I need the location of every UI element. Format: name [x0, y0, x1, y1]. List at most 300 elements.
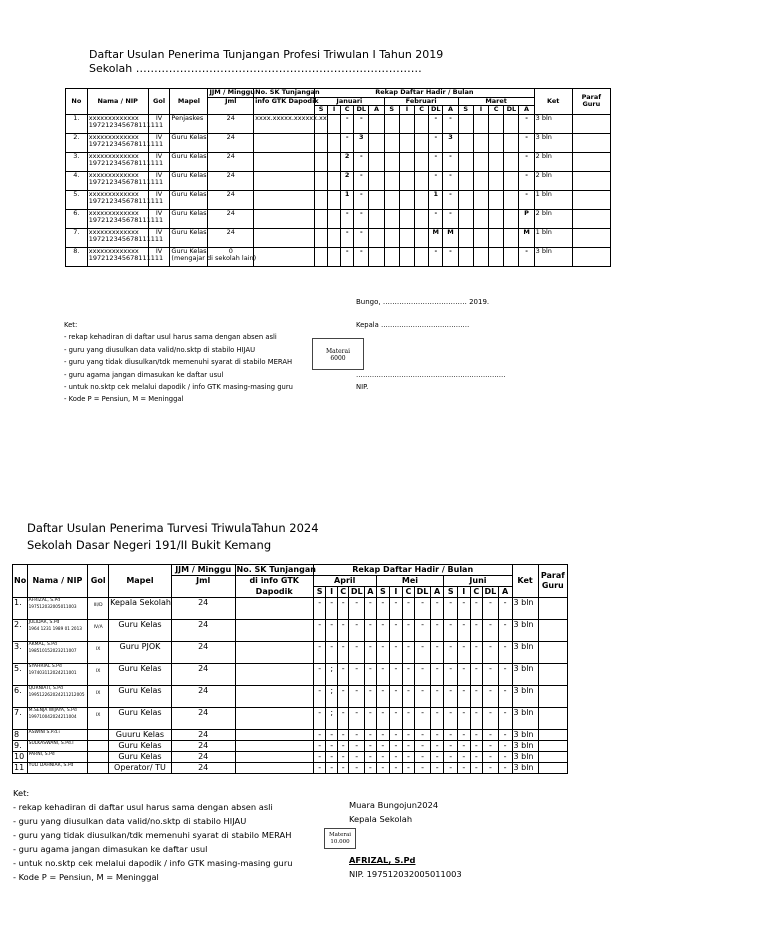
- row-jml: 24: [171, 664, 235, 686]
- row-att: -: [402, 686, 415, 708]
- row-att: -: [483, 708, 499, 730]
- row-paraf: [538, 598, 567, 620]
- row-gol: IV: [148, 247, 170, 266]
- row-att: ;: [326, 664, 337, 686]
- row-sk: [235, 752, 313, 763]
- row-att: [504, 228, 519, 247]
- row-no: 3.: [66, 152, 88, 171]
- row-att: 2: [341, 171, 354, 190]
- row-att: -: [483, 664, 499, 686]
- row-att: -: [390, 598, 403, 620]
- row-mapel: Guru Kelas: [109, 708, 172, 730]
- row-mapel: Guru PJOK: [109, 642, 172, 664]
- row-nama: AFRIZAL, S.Pd: [28, 598, 61, 603]
- row-jml: 24: [171, 741, 235, 752]
- row-att: -: [429, 209, 443, 228]
- row-att: -: [376, 620, 390, 642]
- doc2-h-code: A: [430, 587, 444, 598]
- doc2-h-sk2: di info GTK: [235, 576, 313, 587]
- row-att: -: [402, 730, 415, 741]
- row-nip: 197512032005011003: [28, 604, 77, 609]
- row-att: -: [337, 763, 348, 774]
- row-att: -: [458, 642, 471, 664]
- row-att: -: [458, 752, 471, 763]
- row-sk: [254, 209, 315, 228]
- row-gol: IV: [148, 171, 170, 190]
- row-mapel: Guru Kelas: [109, 686, 172, 708]
- row-jml: 24: [171, 730, 235, 741]
- row-nama-nip: [27, 598, 88, 620]
- row-att: [473, 152, 488, 171]
- table-row: [66, 190, 611, 209]
- row-att: -: [430, 598, 444, 620]
- row-att: [415, 190, 429, 209]
- row-nama: xxxxxxxxxxxxx: [88, 246, 139, 255]
- doc2-h-code: C: [337, 587, 348, 598]
- row-paraf: [538, 620, 567, 642]
- row-att: [399, 152, 414, 171]
- row-no: 7.: [13, 708, 28, 730]
- row-att: -: [444, 620, 458, 642]
- table-row: [13, 620, 568, 642]
- row-jml: 24: [171, 752, 235, 763]
- row-nama: xxxxxxxxxxxxx: [88, 151, 139, 160]
- row-att: -: [326, 642, 337, 664]
- row-att: [384, 209, 399, 228]
- row-att: -: [365, 708, 376, 730]
- row-nama-nip: [27, 664, 88, 686]
- row-att: -: [444, 598, 458, 620]
- row-att: -: [430, 642, 444, 664]
- row-att: [399, 171, 414, 190]
- row-sk: [235, 730, 313, 741]
- row-att: [458, 190, 473, 209]
- row-att: -: [444, 708, 458, 730]
- row-no: 3.: [13, 642, 28, 664]
- row-att: -: [365, 752, 376, 763]
- row-att: [399, 247, 414, 266]
- row-att: 1: [341, 190, 354, 209]
- doc1-h-code: I: [328, 106, 341, 115]
- row-no: 4.: [66, 171, 88, 190]
- doc2-title: Daftar Usulan Penerima Turvesi TriwulaTahun 2024: [27, 521, 319, 535]
- row-ket: 3 bln: [512, 741, 538, 752]
- row-att: -: [415, 598, 431, 620]
- row-no: 8: [13, 730, 28, 741]
- row-att: -: [443, 209, 458, 228]
- doc1-note-1: - rekap kehadiran di daftar usul harus sama dengan absen asli: [64, 333, 277, 342]
- row-att: [504, 190, 519, 209]
- doc2-h-code: I: [390, 587, 403, 598]
- row-ket: 2 bln: [534, 171, 572, 190]
- row-att: -: [337, 642, 348, 664]
- row-paraf: [572, 228, 610, 247]
- row-att: -: [429, 171, 443, 190]
- row-att: -: [365, 664, 376, 686]
- doc2-note-5: - untuk no.sktp cek melalui dapodik / info GTK masing-masing guru: [13, 858, 293, 868]
- row-no: 7.: [66, 228, 88, 247]
- row-jml: 24: [171, 708, 235, 730]
- doc2-h-paraf: [538, 565, 567, 598]
- doc1-sign-line: …………………………………………………………: [356, 371, 506, 379]
- row-att: -: [470, 763, 483, 774]
- doc1-h-code: A: [519, 106, 534, 115]
- row-att: -: [390, 620, 403, 642]
- row-att: -: [349, 752, 365, 763]
- row-no: 11: [13, 763, 28, 774]
- row-att: [489, 133, 504, 152]
- row-ket: 3 bln: [534, 133, 572, 152]
- doc1-h-code: C: [341, 106, 354, 115]
- row-nama: YULI DAHNIAR, S.Pd: [28, 763, 74, 768]
- row-att: [328, 171, 341, 190]
- row-att: [369, 171, 384, 190]
- doc1-h-paraf: [572, 89, 610, 115]
- row-att: [384, 247, 399, 266]
- row-mapel-text: Guru Kelas: [171, 132, 207, 141]
- row-sk: xxxx.xxxxx.xxxxxx.xx: [254, 114, 315, 133]
- row-att: M: [519, 228, 534, 247]
- row-att: -: [415, 730, 431, 741]
- row-att: -: [458, 708, 471, 730]
- row-mapel: [170, 114, 208, 133]
- row-ket: 3 bln: [512, 730, 538, 741]
- row-jml: 24: [171, 620, 235, 642]
- row-att: [369, 247, 384, 266]
- row-att: -: [337, 664, 348, 686]
- doc2-signer: AFRIZAL, S.Pd: [349, 855, 416, 865]
- row-att: 2: [341, 152, 354, 171]
- row-att: -: [519, 190, 534, 209]
- row-nip: 199512262024211212005: [28, 692, 85, 697]
- row-att: [399, 228, 414, 247]
- row-ket: 3 bln: [512, 686, 538, 708]
- row-nip: 197212345678111111: [88, 235, 164, 243]
- row-att: -: [349, 741, 365, 752]
- row-att: -: [354, 152, 369, 171]
- row-ket: 3 bln: [512, 620, 538, 642]
- row-att: [399, 209, 414, 228]
- row-att: -: [498, 598, 512, 620]
- row-att: [473, 228, 488, 247]
- row-mapel-text: Guru Kelas: [171, 227, 207, 236]
- doc2-h-code: A: [365, 587, 376, 598]
- row-att: [504, 114, 519, 133]
- row-gol: IV: [148, 209, 170, 228]
- row-att: [458, 247, 473, 266]
- row-att: P: [519, 209, 534, 228]
- row-att: -: [470, 708, 483, 730]
- row-att: [384, 114, 399, 133]
- row-att: [504, 247, 519, 266]
- row-att: -: [326, 620, 337, 642]
- doc2-h-code: DL: [484, 587, 497, 596]
- row-nip: 1964 1231 1989 01 2013: [28, 626, 82, 631]
- row-paraf: [538, 686, 567, 708]
- row-paraf: [538, 664, 567, 686]
- row-att: -: [415, 620, 431, 642]
- row-att: [504, 152, 519, 171]
- row-att: [473, 171, 488, 190]
- doc2-note-1: - rekap kehadiran di daftar usul harus sama dengan absen asli: [13, 802, 273, 812]
- row-att: -: [498, 741, 512, 752]
- row-ket: 3 bln: [512, 642, 538, 664]
- row-mapel: [170, 228, 208, 247]
- row-att: -: [443, 171, 458, 190]
- row-paraf: [572, 209, 610, 228]
- row-att: -: [313, 752, 326, 763]
- row-no: 6.: [13, 686, 28, 708]
- row-ket: 3 bln: [512, 708, 538, 730]
- row-att: -: [470, 741, 483, 752]
- table-row: [66, 247, 611, 266]
- row-mapel: Guru Kelas: [109, 752, 172, 763]
- doc2-h-month-1: April: [313, 576, 376, 587]
- doc1-h-month-2: Februari: [384, 97, 458, 106]
- row-nip: 199710042024211004: [28, 714, 77, 719]
- row-att: [328, 152, 341, 171]
- doc1-h-code: DL: [504, 106, 519, 115]
- doc2-note-2: - guru yang diusulkan data valid/no.sktp di stabilo HIJAU: [13, 816, 247, 826]
- row-mapel-text: Guru Kelas: [171, 208, 207, 217]
- row-att: -: [349, 708, 365, 730]
- row-att: -: [402, 620, 415, 642]
- row-att: -: [354, 228, 369, 247]
- row-mapel-text: Guru Kelas: [171, 246, 207, 255]
- row-sk: [235, 741, 313, 752]
- row-att: -: [390, 642, 403, 664]
- row-gol: IV/A: [88, 620, 109, 642]
- doc1-h-code: A: [443, 106, 458, 115]
- doc1-h-code: A: [369, 106, 384, 115]
- row-nama: JULIDAR, S.Pd: [28, 620, 60, 625]
- doc2-h-code: S: [313, 587, 326, 598]
- doc2-h-paraf-label: Paraf: [540, 571, 565, 580]
- row-att: -: [326, 763, 337, 774]
- row-att: -: [376, 730, 390, 741]
- row-att: -: [376, 752, 390, 763]
- row-sk: [235, 686, 313, 708]
- row-att: -: [498, 642, 512, 664]
- row-ket: 3 bln: [534, 114, 572, 133]
- row-att: [399, 190, 414, 209]
- row-att: -: [313, 741, 326, 752]
- table-row: [13, 686, 568, 708]
- row-paraf: [572, 114, 610, 133]
- row-jml: 24: [171, 598, 235, 620]
- doc2-table: [12, 564, 568, 774]
- row-nama: xxxxxxxxxxxxx: [88, 227, 139, 236]
- row-att: -: [313, 620, 326, 642]
- row-ket: 1 bln: [534, 190, 572, 209]
- row-att: -: [313, 708, 326, 730]
- row-att: -: [376, 708, 390, 730]
- row-att: -: [390, 730, 403, 741]
- doc2-h-code: A: [498, 587, 512, 598]
- doc2-note-3: - guru yang tidak diusulkan/tdk memenuhi syarat di stabilo MERAH: [13, 830, 292, 840]
- row-att: [328, 190, 341, 209]
- row-att: 3: [354, 133, 369, 152]
- row-att: -: [498, 752, 512, 763]
- row-att: -: [430, 741, 444, 752]
- row-att: [315, 171, 328, 190]
- doc2-h-no: No: [13, 565, 28, 598]
- doc1-h-gol: Gol: [148, 89, 170, 115]
- row-att: -: [415, 642, 431, 664]
- table-row: [13, 708, 568, 730]
- row-sk: [254, 152, 315, 171]
- row-paraf: [538, 642, 567, 664]
- row-att: [504, 133, 519, 152]
- row-jml: 24: [171, 686, 235, 708]
- row-gol: [88, 752, 109, 763]
- row-no: 5.: [66, 190, 88, 209]
- row-att: -: [444, 730, 458, 741]
- row-att: -: [483, 686, 499, 708]
- row-att: -: [415, 752, 431, 763]
- row-sk: [254, 247, 315, 266]
- row-att: [473, 133, 488, 152]
- row-ket: 3 bln: [534, 247, 572, 266]
- row-sk: [235, 620, 313, 642]
- doc1-note-6: - Kode P = Pensiun, M = Meninggal: [64, 395, 184, 404]
- doc1-stamp-line1: Materai: [325, 348, 351, 355]
- doc1-h-nama: Nama / NIP: [87, 89, 148, 115]
- row-att: [473, 190, 488, 209]
- doc2-note-4: - guru agama jangan dimasukan ke daftar usul: [13, 844, 208, 854]
- row-att: -: [498, 686, 512, 708]
- row-mapel: Guru Kelas: [109, 620, 172, 642]
- row-paraf: [572, 133, 610, 152]
- row-nip: 197212345678111111: [88, 254, 164, 262]
- row-att: -: [326, 730, 337, 741]
- row-att: [384, 190, 399, 209]
- row-no: 2.: [13, 620, 28, 642]
- doc2-h-ket: Ket: [512, 565, 538, 598]
- row-att: -: [429, 152, 443, 171]
- doc2-h-code: DL: [350, 587, 363, 596]
- row-att: [315, 209, 328, 228]
- row-att: -: [498, 708, 512, 730]
- row-ket: 2 bln: [534, 152, 572, 171]
- row-att: -: [365, 620, 376, 642]
- row-att: -: [354, 171, 369, 190]
- doc2-h-code: C: [470, 587, 483, 598]
- doc2-h-code: C: [402, 587, 415, 598]
- row-att: -: [376, 642, 390, 664]
- row-att: 3: [443, 133, 458, 152]
- row-sk: [254, 190, 315, 209]
- row-att: [315, 190, 328, 209]
- doc2-h-sk: No. SK Tunjangan: [236, 565, 316, 574]
- row-att: -: [483, 620, 499, 642]
- row-att: [504, 209, 519, 228]
- row-att: -: [458, 686, 471, 708]
- row-att: -: [458, 741, 471, 752]
- row-att: -: [415, 708, 431, 730]
- table-row: [13, 763, 568, 774]
- row-att: -: [429, 114, 443, 133]
- doc2-h-code: S: [444, 587, 458, 598]
- row-sk: [235, 763, 313, 774]
- row-att: -: [326, 598, 337, 620]
- row-att: -: [430, 708, 444, 730]
- row-att: -: [390, 708, 403, 730]
- row-att: [328, 114, 341, 133]
- row-att: -: [415, 664, 431, 686]
- row-att: -: [415, 763, 431, 774]
- row-att: -: [341, 114, 354, 133]
- doc1-place-date: Bungo, ……………………………… 2019.: [356, 298, 490, 306]
- row-att: [415, 228, 429, 247]
- row-att: -: [444, 686, 458, 708]
- row-att: [315, 133, 328, 152]
- row-nama-nip: [27, 763, 88, 774]
- row-att: -: [365, 642, 376, 664]
- row-att: [458, 171, 473, 190]
- row-nama: ASWINI S.P.d.i: [28, 730, 60, 735]
- row-att: -: [390, 686, 403, 708]
- row-att: -: [341, 228, 354, 247]
- row-att: -: [313, 664, 326, 686]
- row-att: -: [443, 190, 458, 209]
- row-att: -: [376, 686, 390, 708]
- row-att: -: [402, 664, 415, 686]
- doc1-h-paraf-label: Paraf: [581, 92, 602, 101]
- row-att: -: [313, 642, 326, 664]
- row-att: -: [326, 741, 337, 752]
- row-att: -: [349, 642, 365, 664]
- row-sk: [235, 664, 313, 686]
- table-row: [66, 171, 611, 190]
- row-att: [415, 152, 429, 171]
- doc2-h-guru-label: Guru: [541, 581, 564, 590]
- row-nip: 197403112024211001: [28, 670, 77, 675]
- row-att: [384, 228, 399, 247]
- row-sk: [235, 642, 313, 664]
- row-att: [489, 228, 504, 247]
- doc1-h-sk2: info GTK Dapodik: [254, 97, 315, 114]
- row-ket: 2 bln: [534, 209, 572, 228]
- row-jml: 0: [208, 247, 254, 266]
- doc2-h-gol: Gol: [88, 565, 109, 598]
- row-att: -: [470, 686, 483, 708]
- doc1-note-2: - guru yang diusulkan data valid/no.sktp di stabilo HIJAU: [64, 345, 256, 354]
- row-gol: IV: [148, 152, 170, 171]
- row-att: -: [470, 620, 483, 642]
- row-nip: 197212345678111111: [88, 178, 164, 186]
- row-nama: M.SENJA WIJAYA, S.Pd: [28, 708, 77, 713]
- table-row: [13, 642, 568, 664]
- row-att: [415, 114, 429, 133]
- doc2-note-6: - Kode P = Pensiun, M = Meninggal: [13, 872, 159, 882]
- row-att: -: [498, 730, 512, 741]
- row-att: -: [313, 686, 326, 708]
- table-row: [13, 730, 568, 741]
- row-nama: xxxxxxxxxxxxx: [88, 132, 139, 141]
- row-att: -: [429, 247, 443, 266]
- row-jml: 24: [208, 171, 254, 190]
- row-att: -: [498, 763, 512, 774]
- row-att: -: [337, 620, 348, 642]
- row-att: [473, 247, 488, 266]
- row-gol: III/D: [88, 598, 109, 620]
- doc2-h-code: DL: [416, 587, 429, 596]
- doc2-h-code: S: [376, 587, 390, 598]
- row-att: -: [376, 763, 390, 774]
- row-att: -: [458, 763, 471, 774]
- doc1-h-month-3: Maret: [458, 97, 534, 106]
